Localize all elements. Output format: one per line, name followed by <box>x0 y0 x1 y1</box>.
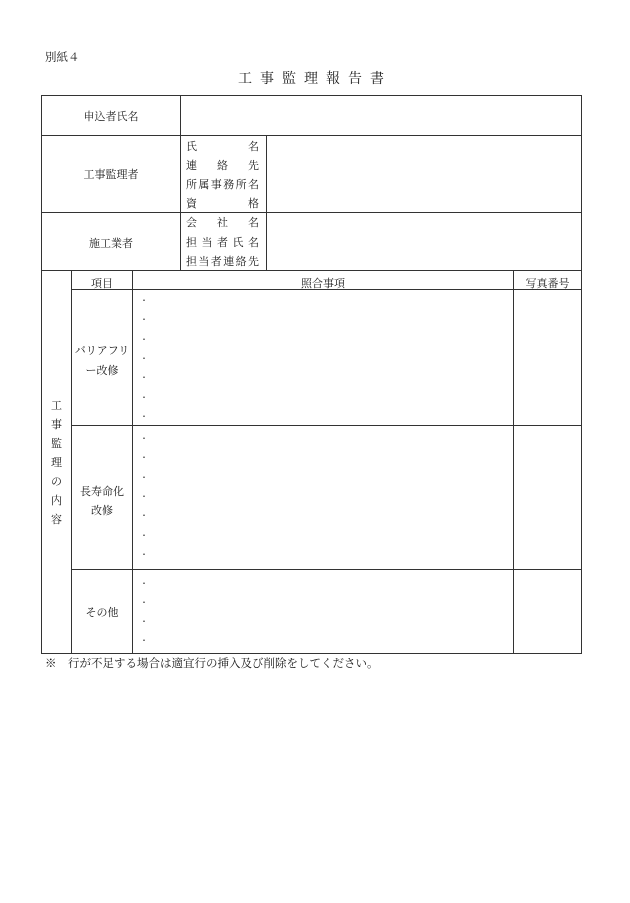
longevity-matters-input[interactable] <box>152 428 510 567</box>
applicant-name-input[interactable] <box>182 98 579 134</box>
longevity-label-line2: 改修 <box>91 504 113 517</box>
label-column-divider <box>180 96 181 270</box>
supervisor-office-label: 所属事務所名 <box>186 178 259 191</box>
inspection-side-label <box>42 396 71 529</box>
bullet-item: ・ <box>140 598 148 607</box>
item-header: 項目 <box>91 277 113 290</box>
side-column-divider <box>71 270 72 653</box>
matters-header: 照合事項 <box>301 277 345 290</box>
longevity-photo-input[interactable] <box>515 428 579 567</box>
section-divider <box>71 569 581 570</box>
barrier-free-photo-input[interactable] <box>515 292 579 423</box>
field-column-divider <box>266 135 267 270</box>
bullet-item: ・ <box>140 296 148 305</box>
bullet-item: ・ <box>140 617 148 626</box>
row-divider <box>42 212 581 213</box>
supervisor-qualification-label: 資格 <box>186 197 259 210</box>
supervisor-label: 工事監理者 <box>83 168 139 181</box>
bullet-item: ・ <box>140 492 148 501</box>
bullet-item: ・ <box>140 453 148 462</box>
bullet-item: ・ <box>140 531 148 540</box>
row-divider <box>42 135 581 136</box>
bullet-item: ・ <box>140 373 148 382</box>
bullet-item: ・ <box>140 511 148 520</box>
barrier-free-matters-input[interactable] <box>152 292 510 423</box>
supervisor-name-label: 氏名 <box>186 140 259 153</box>
item-column-divider <box>132 270 133 653</box>
annex-label: 別紙４ <box>45 50 80 64</box>
bullet-item: ・ <box>140 636 148 645</box>
bullet-item: ・ <box>140 434 148 443</box>
form-title: 工事監理報告書 <box>238 71 392 87</box>
contractor-person-label: 担当者氏名 <box>186 236 259 249</box>
bullet-item: ・ <box>140 354 148 363</box>
contractor-company-label: 会社名 <box>186 216 259 229</box>
bullet-item: ・ <box>140 550 148 559</box>
photo-column-divider <box>513 270 514 653</box>
barrier-free-label-line1: バリアフリ <box>74 344 130 357</box>
contractor-person-contact-label: 担当者連絡先 <box>186 255 259 268</box>
barrier-free-label-line2: ー改修 <box>85 364 119 377</box>
other-label: その他 <box>85 606 119 619</box>
side-label-text: 工事監理の内容 <box>51 399 62 526</box>
bullet-item: ・ <box>140 315 148 324</box>
applicant-name-label: 申込者氏名 <box>83 110 139 123</box>
bullet-item: ・ <box>140 473 148 482</box>
section-divider <box>71 425 581 426</box>
report-form <box>41 95 582 654</box>
bullet-item: ・ <box>140 579 148 588</box>
other-matters-input[interactable] <box>152 572 510 651</box>
supervisor-input[interactable] <box>268 137 579 210</box>
longevity-label-line1: 長寿命化 <box>80 485 124 498</box>
contractor-input[interactable] <box>268 214 579 269</box>
footnote: ※ 行が不足する場合は適宜行の挿入及び削除をしてください。 <box>45 656 379 670</box>
bullet-item: ・ <box>140 335 148 344</box>
bullet-item: ・ <box>140 393 148 402</box>
contractor-label: 施工業者 <box>89 237 133 250</box>
photo-number-header: 写真番号 <box>525 277 570 290</box>
bullet-item: ・ <box>140 412 148 421</box>
supervisor-contact-label: 連絡先 <box>186 159 259 172</box>
other-photo-input[interactable] <box>515 572 579 651</box>
row-divider <box>42 270 581 271</box>
